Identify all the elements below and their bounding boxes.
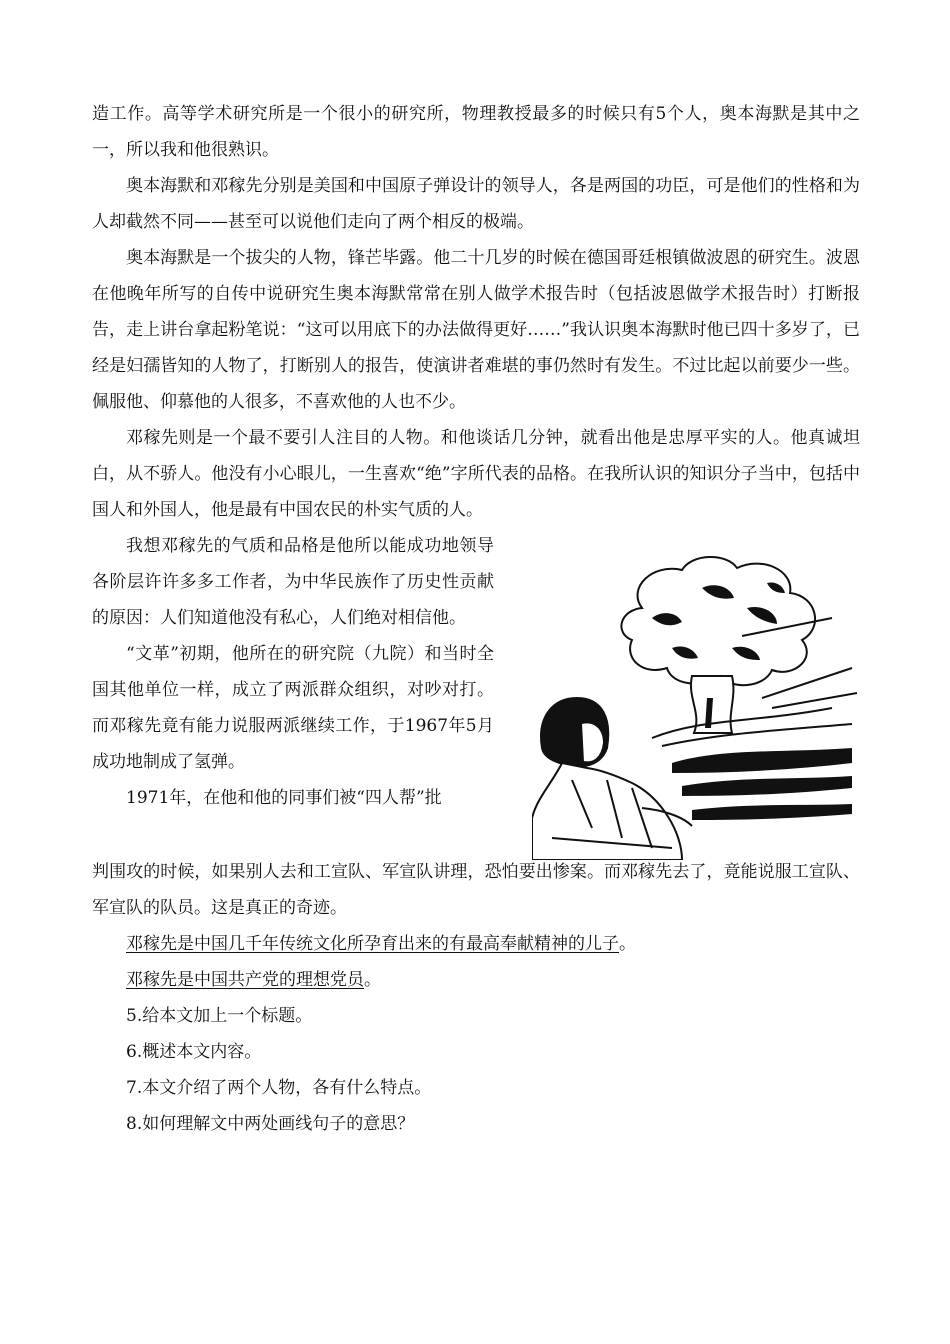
document-page [92,96,860,1142]
underlined-sentence-1: 邓稼先是中国几千年传统文化所孕育出来的有最高奉献精神的儿子。 [126,934,636,954]
question-5: 5.给本文加上一个标题。 [126,1006,313,1026]
paragraph-4: 邓稼先则是一个最不要引人注目的人物。和他谈话几分钟，就看出他是忠厚平实的人。他真诚坦白，从不骄人。他没有小心眼儿，一生喜欢“绝”字所代表的品格。在我所认识的知识分子当中，包括中国人和外国人，他是最有中国农民的朴实气质的人。 [92,428,860,520]
paragraph-3: 奥本海默是一个拔尖的人物，锋芒毕露。他二十几岁的时候在德国哥廷根镇做波恩的研究生。波恩在他晚年所写的自传中说研究生奥本海默常常在别人做学术报告时（包括波恩做学术报告时）打断报告，走上讲台拿起粉笔说：“这可以用底下的办法做得更好……”我认识奥本海默时他已四十多岁了，已经是妇孺皆知的人物了，打断别人的报告，使演讲者难堪的事仍然时有发生。不过比起以前要少一些。佩服他、仰慕他的人很多，不喜欢他的人也不少。 [92,248,860,412]
paragraph-5: 我想邓稼先的气质和品格是他所以能成功地领导各阶层许许多多工作者，为中华民族作了历史性贡献的原因：人们知道他没有私心，人们绝对相信他。 [92,536,494,628]
paragraph-7-cont: 判围攻的时候，如果别人去和工宣队、军宣队讲理，恐怕要出惨案。而邓稼先去了，竟能说服工宣队、军宣队的队员。这是真正的奇迹。 [92,862,860,918]
paragraph-1: 造工作。高等学术研究所是一个很小的研究所，物理教授最多的时候只有5个人，奥本海默是其中之一，所以我和他很熟识。 [92,104,860,160]
underline-text-1: 邓稼先是中国几千年传统文化所孕育出来的有最高奉献精神的儿子 [126,934,619,954]
underline-text-2: 邓稼先是中国共产党的理想党员 [126,970,364,990]
question-6: 6.概述本文内容。 [126,1042,262,1062]
paragraph-6: “文革”初期，他所在的研究院（九院）和当时全国其他单位一样，成立了两派群众组织，对吵对打。而邓稼先竟有能力说服两派继续工作，于1967年5月成功地制成了氢弹。 [92,644,494,772]
paragraph-7-start: 1971年，在他和他的同事们被“四人帮”批 [126,788,442,808]
question-8: 8.如何理解文中两处画线句子的意思？ [126,1114,415,1134]
paragraph-2: 奥本海默和邓稼先分别是美国和中国原子弹设计的领导人，各是两国的功臣，可是他们的性格和为人却截然不同——甚至可以说他们走向了两个相反的极端。 [92,176,860,232]
question-7: 7.本文介绍了两个人物，各有什么特点。 [126,1078,432,1098]
text-with-illustration [92,528,860,854]
underlined-sentence-2: 邓稼先是中国共产党的理想党员。 [126,970,381,990]
mushroom-cloud-portrait-illustration [532,548,862,860]
